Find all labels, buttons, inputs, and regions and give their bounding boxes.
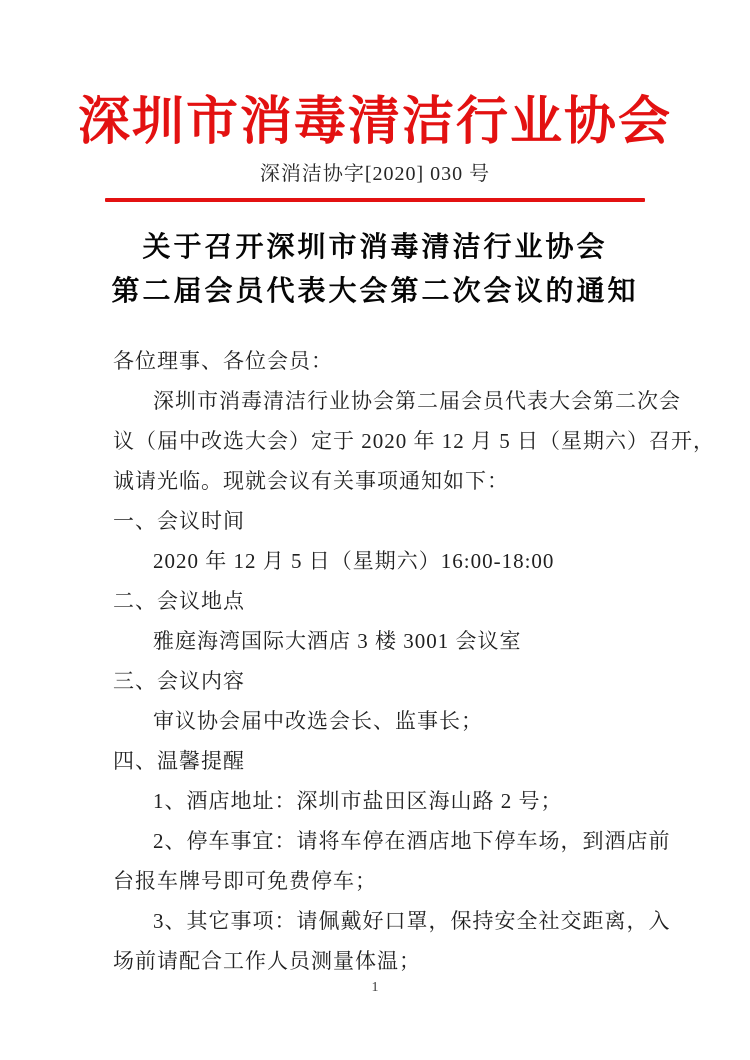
body-line: 1、酒店地址：深圳市盐田区海山路 2 号； bbox=[153, 788, 563, 813]
org-name-header: 深圳市消毒清洁行业协会 bbox=[77, 93, 672, 151]
body-line: 四、温馨提醒 bbox=[113, 748, 245, 773]
notice-title bbox=[0, 225, 750, 313]
body-line: 2020 年 12 月 5 日（星期六）16:00-18:00 bbox=[153, 548, 555, 573]
body-line: 一、会议时间 bbox=[113, 508, 245, 533]
red-divider-line bbox=[105, 198, 645, 202]
body-line: 诚请光临。现就会议有关事项通知如下： bbox=[113, 468, 509, 493]
body-line: 议（届中改选大会）定于 2020 年 12 月 5 日（星期六）召开， bbox=[113, 428, 715, 453]
notice-title-line2: 第二届会员代表大会第二次会议的通知 bbox=[111, 274, 639, 306]
page-number: 1 bbox=[371, 980, 379, 995]
body-line: 2、停车事宜：请将车停在酒店地下停车场，到酒店前 bbox=[153, 828, 671, 853]
body-line: 雅庭海湾国际大酒店 3 楼 3001 会议室 bbox=[153, 628, 522, 653]
body-line: 各位理事、各位会员： bbox=[113, 348, 333, 373]
body-line: 台报车牌号即可免费停车； bbox=[113, 868, 377, 893]
body-line: 三、会议内容 bbox=[113, 668, 245, 693]
body-line: 场前请配合工作人员测量体温； bbox=[113, 948, 421, 973]
doc-number: 深消洁协字[2020] 030 号 bbox=[259, 163, 491, 185]
body-line: 深圳市消毒清洁行业协会第二届会员代表大会第二次会 bbox=[153, 388, 681, 413]
body-line: 二、会议地点 bbox=[113, 588, 245, 613]
body-text bbox=[0, 341, 750, 981]
body-line: 3、其它事项：请佩戴好口罩，保持安全社交距离，入 bbox=[153, 908, 671, 933]
notice-title-line1: 关于召开深圳市消毒清洁行业协会 bbox=[142, 230, 608, 262]
body-line: 审议协会届中改选会长、监事长； bbox=[153, 708, 483, 733]
